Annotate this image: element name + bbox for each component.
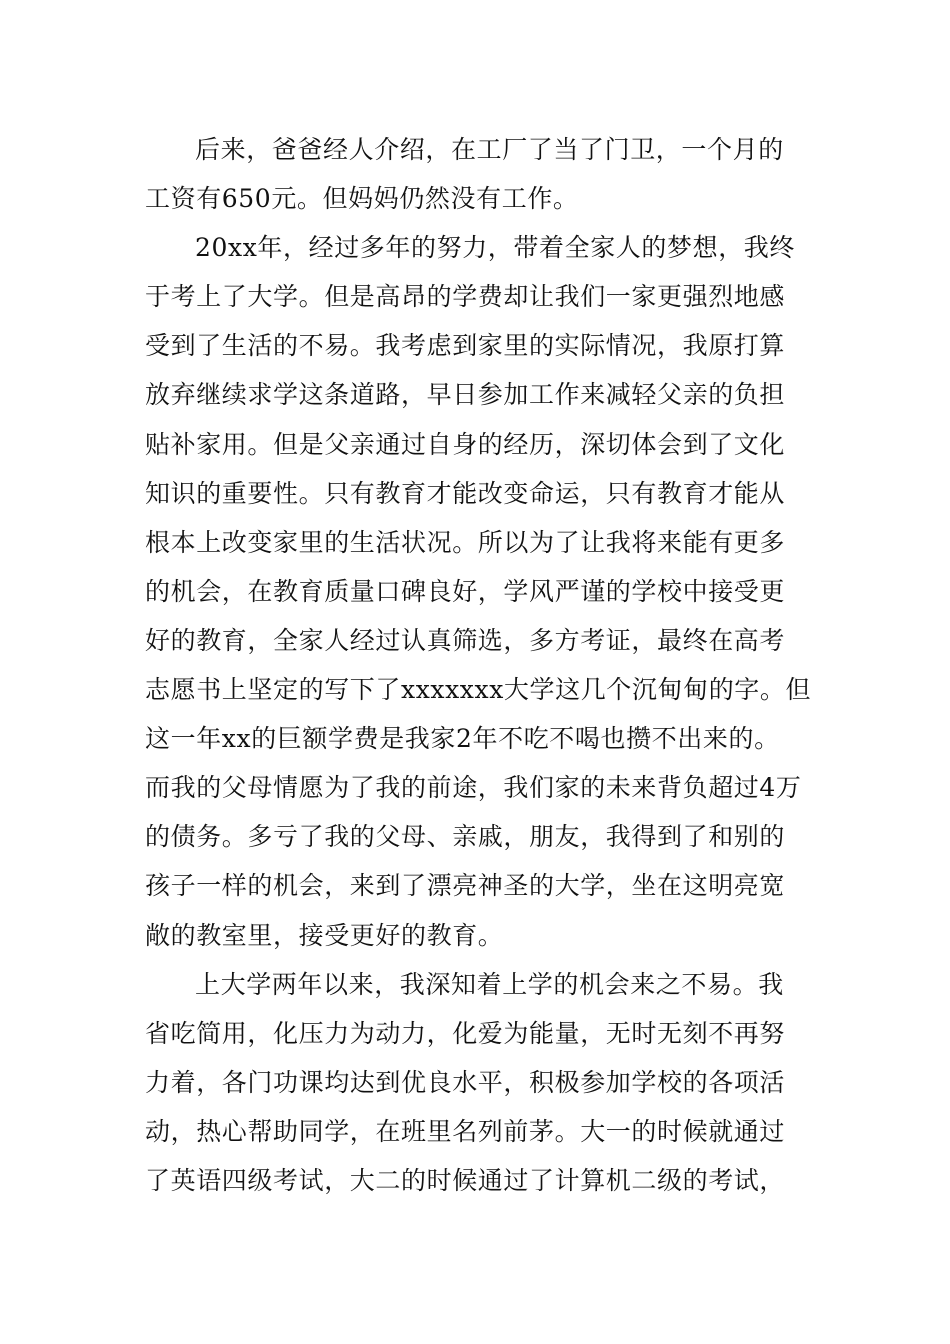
document-body (145, 125, 810, 1205)
text-line: 上大学两年以来，我深知着上学的机会来之不易。我 (195, 969, 784, 999)
text-line: 20xx年，经过多年的努力，带着全家人的梦想，我终 (195, 233, 796, 263)
text-line: 而我的父母情愿为了我的前途，我们家的未来背负超过4万 (145, 773, 802, 803)
text-line: 工资有650元。但妈妈仍然没有工作。 (145, 184, 579, 214)
text-line: 志愿书上坚定的写下了xxxxxxx大学这几个沉甸甸的字。但 (145, 675, 812, 705)
text-line: 了英语四级考试，大二的时候通过了计算机二级的考试， (145, 1165, 786, 1195)
text-line: 动，热心帮助同学，在班里名列前茅。大一的时候就通过 (145, 1116, 786, 1146)
paragraph-1 (145, 125, 810, 223)
text-line: 力着，各门功课均达到优良水平，积极参加学校的各项活 (145, 1067, 786, 1097)
text-line: 的债务。多亏了我的父母、亲戚，朋友，我得到了和别的 (145, 822, 786, 852)
text-line: 根本上改变家里的生活状况。所以为了让我将来能有更多 (145, 527, 786, 557)
text-line: 于考上了大学。但是高昂的学费却让我们一家更强烈地感 (145, 282, 786, 312)
text-line: 省吃简用，化压力为动力，化爱为能量，无时无刻不再努 (145, 1018, 786, 1048)
text-line: 放弃继续求学这条道路，早日参加工作来减轻父亲的负担 (145, 380, 786, 410)
text-line: 知识的重要性。只有教育才能改变命运，只有教育才能从 (145, 478, 786, 508)
paragraph-2 (145, 223, 810, 959)
text-line: 好的教育，全家人经过认真筛选，多方考证，最终在高考 (145, 625, 786, 655)
paragraph-3 (145, 960, 810, 1205)
text-line: 敞的教室里，接受更好的教育。 (145, 920, 504, 950)
text-line: 贴补家用。但是父亲通过自身的经历，深切体会到了文化 (145, 429, 786, 459)
text-line: 受到了生活的不易。我考虑到家里的实际情况，我原打算 (145, 331, 786, 361)
text-line: 后来，爸爸经人介绍，在工厂了当了门卫，一个月的 (195, 135, 784, 164)
text-line: 孩子一样的机会，来到了漂亮神圣的大学，坐在这明亮宽 (145, 871, 786, 901)
text-line: 的机会，在教育质量口碑良好，学风严谨的学校中接受更 (145, 576, 786, 606)
text-line: 这一年xx的巨额学费是我家2年不吃不喝也攒不出来的。 (145, 724, 780, 754)
